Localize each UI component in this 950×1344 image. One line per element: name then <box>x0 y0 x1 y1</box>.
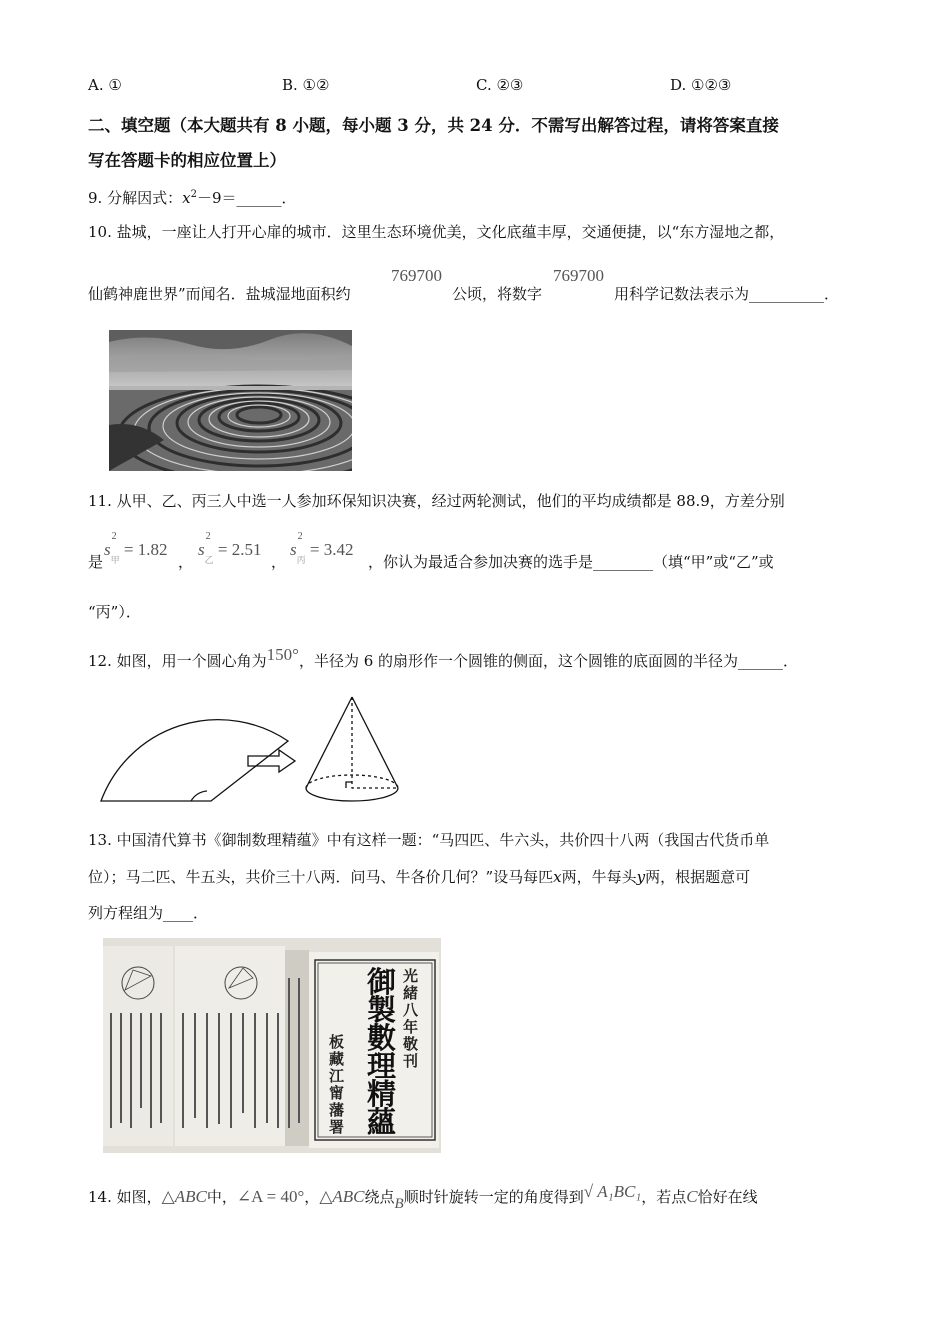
q14-prefix: 14. 如图， <box>88 1188 162 1206</box>
question-13-line1: 13. 中国清代算书《御制数理精蕴》中有这样一题：“马四匹、牛六头，共价四十八两（我国古代货币单 <box>88 831 770 849</box>
q14-tri: △ABC <box>161 1187 207 1206</box>
book-title: 御製數理精蘊 <box>367 965 397 1139</box>
q9-rest: －9＝______． <box>196 189 297 207</box>
variance-jia <box>104 531 168 566</box>
sq-1: 2 <box>111 531 117 542</box>
q13-y: y <box>636 868 646 886</box>
question-14 <box>88 1182 758 1212</box>
q13-line2-a: 位）；马二匹、牛五头，共价三十八两．问马、牛各价几何？”设马每匹 <box>88 868 554 886</box>
sub-yi: 乙 <box>204 555 214 566</box>
s-letter-1: s <box>104 540 111 559</box>
option-b: B. ①② <box>282 76 330 94</box>
q14-tri2: △ABC <box>319 1187 365 1206</box>
q9-var: x <box>182 189 191 207</box>
option-c: C. ②③ <box>476 76 524 94</box>
q12-angle: 150° <box>266 645 299 664</box>
sub-jia: 甲 <box>110 555 120 566</box>
q14-mid3: 绕点 <box>364 1188 395 1206</box>
q14-C: C <box>686 1187 698 1206</box>
sub-bing: 丙 <box>296 555 306 566</box>
q11-shi: 是 <box>88 553 104 571</box>
question-11-line1: 11. 从甲、乙、丙三人中选一人参加环保知识决赛，经过两轮测试，他们的平均成绩都是 88.9，方差分别 <box>88 492 785 510</box>
question-10-part-b: 公顷，将数字 <box>452 285 543 303</box>
question-13-line2 <box>88 866 750 887</box>
q14-angle: ∠A = 40° <box>236 1187 305 1206</box>
sector-angle-arc <box>191 791 207 801</box>
section-heading-line1: 二、填空题（本大题共有 8 小题，每小题 3 分，共 24 分．不需写出解答过程，请将答案直接 <box>88 116 779 135</box>
val-yi: = 2.51 <box>217 540 262 559</box>
sector-shape <box>101 720 288 801</box>
q14-mid5: ，若点 <box>641 1188 687 1206</box>
question-12 <box>88 645 799 671</box>
cone-right-edge <box>352 697 398 788</box>
question-10-line1: 10. 盐城，一座让人打开心扉的城市．这里生态环境优美，文化底蕴丰厚，交通便捷，以“东方湿地之都， <box>88 223 785 241</box>
question-11-tail: ，你认为最适合参加决赛的选手是________（填“甲”或“乙”或 <box>368 553 774 571</box>
s-letter-2: s <box>198 540 205 559</box>
q14-mid1: 中， <box>206 1188 237 1206</box>
book-photo <box>103 938 441 1153</box>
val-bing: = 3.42 <box>309 540 354 559</box>
sq-2: 2 <box>205 531 211 542</box>
val-jia: = 1.82 <box>123 540 168 559</box>
q10-number: 769700 <box>391 266 442 285</box>
q13-line2-b: 两，牛每头 <box>561 868 637 886</box>
question-9 <box>88 187 296 208</box>
q14-tail: 恰好在线 <box>697 1188 758 1206</box>
s-letter-3: s <box>290 540 297 559</box>
sq-3: 2 <box>297 531 303 542</box>
question-11-line3: “丙”）． <box>88 603 141 621</box>
q12-rest: ，半径为 6 的扇形作一个圆锥的侧面，这个圆锥的底面圆的半径为______． <box>298 652 799 670</box>
q14-mid4: 顺时针旋转一定的角度得到 <box>403 1188 584 1206</box>
comma-1: ， <box>178 553 194 571</box>
q13-x: x <box>553 868 562 886</box>
cone-base-front <box>306 788 398 801</box>
q9-prefix: 9. 分解因式： <box>88 189 183 207</box>
sector-cone-figure <box>95 690 405 812</box>
option-a: A. ① <box>88 76 122 94</box>
question-10-part-c: 用科学记数法表示为__________． <box>614 285 840 303</box>
q13-line2-c: 两，根据题意可 <box>645 868 751 886</box>
question-13-line3: 列方程组为____． <box>88 904 209 922</box>
wetland-photo <box>109 330 352 471</box>
q14-B: B <box>394 1196 404 1212</box>
q9-exp: 2 <box>190 189 197 200</box>
book-side-bottom: 板藏江甯藩署 <box>329 1033 345 1136</box>
q14-tri3: √ A₁BC₁ <box>583 1182 642 1201</box>
right-angle-mark <box>346 782 352 788</box>
q12-prefix: 12. 如图，用一个圆心角为 <box>88 652 267 670</box>
option-d: D. ①②③ <box>670 76 732 94</box>
book-side-top: 光緒八年敬刊 <box>403 967 419 1070</box>
q10-number-2: 769700 <box>553 266 604 285</box>
variance-bing <box>290 531 354 566</box>
comma-2: ， <box>271 553 287 571</box>
variance-yi <box>198 531 262 566</box>
section-heading-line2: 写在答题卡的相应位置上） <box>88 151 286 170</box>
q14-mid2: ， <box>304 1188 320 1206</box>
question-10-part-a: 仙鹤神鹿世界”而闻名．盐城湿地面积约 <box>88 285 351 303</box>
cone-left-edge <box>306 697 352 788</box>
